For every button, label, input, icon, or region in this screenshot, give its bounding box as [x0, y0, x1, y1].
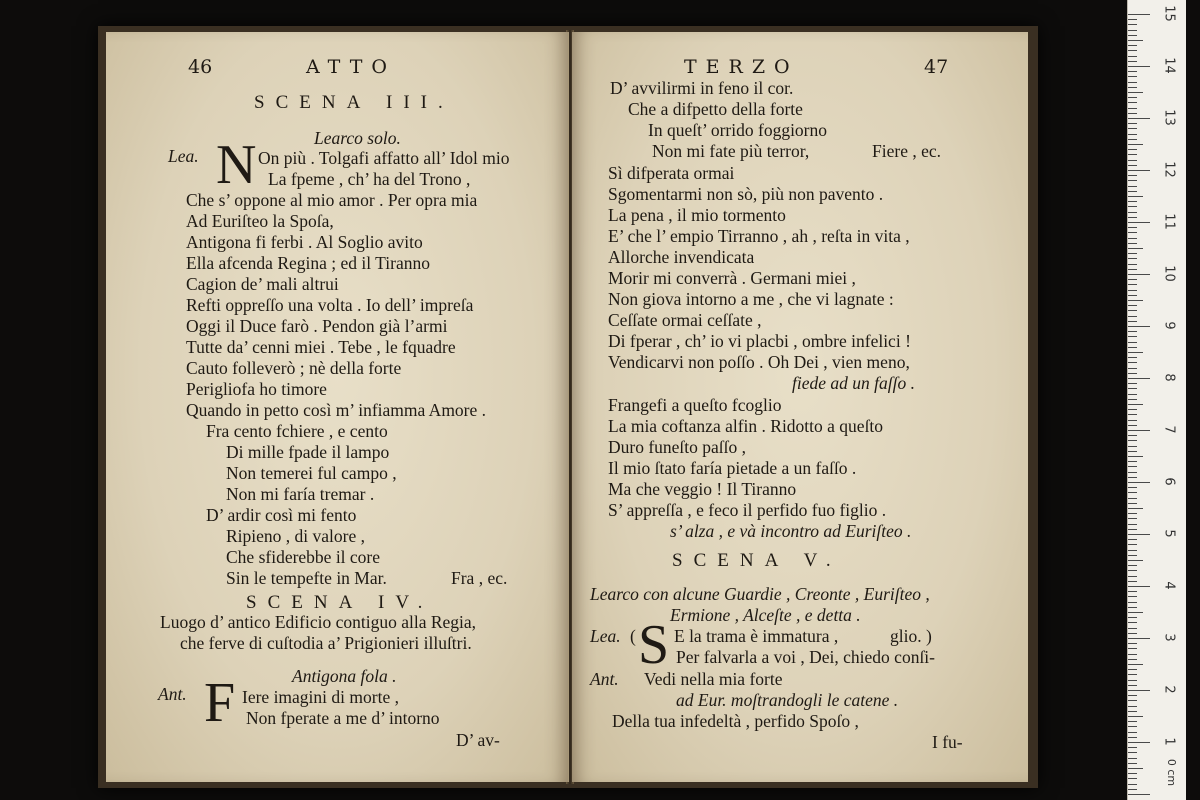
ruler-number: 6 — [1161, 477, 1177, 486]
ruler-tick — [1128, 758, 1137, 759]
ruler-tick — [1128, 659, 1137, 660]
ruler-tick — [1128, 773, 1137, 774]
ruler-tick — [1128, 794, 1150, 795]
ruler-tick — [1128, 711, 1137, 712]
ruler-tick — [1128, 149, 1137, 150]
ruler-tick — [1128, 336, 1137, 337]
ruler-tick — [1128, 310, 1137, 311]
aria-line: Non mi faría tremar . — [226, 484, 375, 504]
ruler-tick — [1128, 154, 1137, 155]
ruler-tick — [1128, 279, 1137, 280]
ruler-tick — [1128, 160, 1137, 161]
ruler-tick — [1128, 19, 1137, 20]
ruler-tick — [1128, 290, 1137, 291]
verse-line: Oggi il Duce farò . Pendon già l’armi — [186, 316, 448, 336]
ruler-tick — [1128, 669, 1137, 670]
ruler-tick — [1128, 352, 1143, 353]
ruler-tick — [1128, 482, 1150, 483]
left-page — [106, 32, 569, 782]
ruler-tick — [1128, 326, 1150, 327]
ruler-tick — [1128, 238, 1137, 239]
ruler-tick — [1128, 102, 1137, 103]
aria-line: Fra cento fchiere , e cento — [206, 421, 388, 441]
ruler-tick — [1128, 638, 1150, 639]
ruler-tick — [1128, 284, 1137, 285]
ruler-tick — [1128, 633, 1137, 634]
ruler-tick — [1128, 186, 1137, 187]
ruler-tick — [1128, 425, 1137, 426]
right-page — [572, 32, 1028, 782]
ruler-tick — [1128, 612, 1143, 613]
verse-line: La mia coftanza alfin . Ridotto a queſto — [608, 416, 884, 436]
ruler-tick — [1128, 191, 1137, 192]
ruler-tick — [1128, 763, 1137, 764]
verse-line: Vendicarvi non poſſo . Oh Dei , vien meno, — [608, 352, 910, 372]
verse-line: Per falvarla a voi , Dei, chiedo conſi- — [676, 647, 935, 667]
ruler-tick — [1128, 108, 1137, 109]
ruler-tick — [1128, 139, 1137, 140]
ruler-tick — [1128, 617, 1137, 618]
scene-4-speaker: Ant. — [158, 684, 187, 704]
ruler-tick — [1128, 362, 1137, 363]
ruler-tick — [1128, 461, 1137, 462]
ruler-tick — [1128, 170, 1150, 171]
ruler-number: 14 — [1161, 57, 1177, 74]
ruler-tick — [1128, 92, 1143, 93]
ruler-tick — [1128, 420, 1137, 421]
scene-5-cast: Learco con alcune Guardie , Creonte , Euriſteo , — [590, 584, 930, 604]
ruler-number: 11 — [1161, 213, 1177, 230]
ruler-tick — [1128, 539, 1137, 540]
ruler-tick — [1128, 305, 1137, 306]
verse-line: Di fperar , ch’ io vi placbi , ombre infelici ! — [608, 331, 911, 351]
ruler-tick — [1128, 331, 1137, 332]
ruler-tick — [1128, 622, 1137, 623]
scene-4-cast: Antigona fola . — [292, 666, 397, 686]
ruler-tick — [1128, 222, 1150, 223]
ruler-tick — [1128, 180, 1137, 181]
left-page-number: 46 — [188, 56, 213, 78]
ruler-tick — [1128, 399, 1137, 400]
ruler-number: 1 — [1161, 737, 1177, 746]
ruler-tick — [1128, 258, 1137, 259]
ruler-tick — [1128, 71, 1137, 72]
ruler-tick — [1128, 716, 1143, 717]
ruler-tick — [1128, 87, 1137, 88]
ruler-number: 4 — [1161, 581, 1177, 590]
verse-line: glio. ) — [890, 626, 932, 646]
ruler-number: 9 — [1161, 321, 1177, 330]
ruler-tick — [1128, 66, 1150, 67]
verse-line: S’ appreſſa , e feco il perfido fuo figlio . — [608, 500, 887, 520]
ruler-tick — [1128, 747, 1137, 748]
verse-line: Vedi nella mia forte — [644, 669, 783, 689]
open-book — [98, 26, 1038, 788]
verse-line: La fpeme , ch’ ha del Trono , — [268, 169, 471, 189]
verse-line: Cauto folleverò ; nè della forte — [186, 358, 402, 378]
ruler-tick — [1128, 123, 1137, 124]
ruler-tick — [1128, 706, 1137, 707]
ruler-unit: 0 cm — [1165, 758, 1179, 787]
verse-line: Ad Euriſteo la Spoſa, — [186, 211, 334, 231]
ruler-tick — [1128, 232, 1137, 233]
ruler-tick — [1128, 144, 1143, 145]
ruler-tick — [1128, 607, 1137, 608]
ruler-tick — [1128, 602, 1137, 603]
ruler-tick — [1128, 446, 1137, 447]
verse-line: Morir mi converrà . Germani miei , — [608, 268, 856, 288]
ruler-number: 13 — [1161, 109, 1177, 126]
scene-5-cast: Ermione , Alceſte , e detta . — [670, 605, 861, 625]
ruler-tick — [1128, 24, 1137, 25]
verse-line: Che a difpetto della forte — [628, 99, 803, 119]
ruler-number: 15 — [1161, 5, 1177, 22]
ruler-tick — [1128, 368, 1137, 369]
verse-line: Che s’ oppone al mio amor . Per opra mia — [186, 190, 478, 210]
ruler-tick — [1128, 690, 1150, 691]
ruler-tick — [1128, 628, 1137, 629]
ruler-tick — [1128, 409, 1137, 410]
verse-line: La pena , il mio tormento — [608, 205, 786, 225]
verse-line: E la trama è immatura , — [674, 626, 839, 646]
ruler-tick — [1128, 82, 1137, 83]
ruler-tick — [1128, 529, 1137, 530]
scene-3-speaker: Lea. — [168, 146, 199, 166]
ruler-tick — [1128, 217, 1137, 218]
scene-5-speaker-lea: Lea. — [590, 626, 621, 646]
ruler-tick — [1128, 576, 1137, 577]
ruler-tick — [1128, 498, 1137, 499]
da-capo-mark: Fra , ec. — [451, 568, 508, 588]
stage-direction: ad Eur. moſtrandogli le catene . — [676, 690, 899, 710]
ruler-tick — [1128, 586, 1150, 587]
aria-line: Ripieno , di valore , — [226, 526, 366, 546]
left-running-head: ATTO — [306, 56, 396, 78]
ruler-tick — [1128, 264, 1137, 265]
verse-line: Refti oppreſſo una volta . Io dell’ impreſa — [186, 295, 474, 315]
ruler-tick — [1128, 643, 1137, 644]
scene-4-setting: Luogo d’ antico Edificio contiguo alla Regia, — [160, 612, 477, 632]
ruler-tick — [1128, 591, 1137, 592]
ruler-tick — [1128, 97, 1137, 98]
ruler-tick — [1128, 664, 1143, 665]
ruler-tick — [1128, 565, 1137, 566]
ruler-tick — [1128, 253, 1137, 254]
ruler-tick — [1128, 508, 1143, 509]
ruler-tick — [1128, 456, 1143, 457]
right-running-head: TERZO — [684, 56, 799, 78]
ruler-tick — [1128, 555, 1137, 556]
scene-4-setting: che ferve di cuſtodia a’ Prigionieri illuſtri. — [180, 633, 472, 653]
ruler-tick — [1128, 732, 1137, 733]
ruler-tick — [1128, 404, 1143, 405]
verse-line: In queſt’ orrido foggiorno — [648, 120, 828, 140]
ruler-tick — [1128, 513, 1137, 514]
verse-line: Antigona fi ferbi . Al Soglio avito — [186, 232, 423, 252]
ruler-tick — [1128, 300, 1143, 301]
verse-line: Sì difperata ormai — [608, 163, 735, 183]
ruler-tick — [1128, 778, 1137, 779]
ruler-tick — [1128, 700, 1137, 701]
verse-line: On più . Tolgafi affatto all’ Idol mio — [258, 148, 510, 168]
ruler-tick — [1128, 789, 1137, 790]
ruler-number: 2 — [1161, 685, 1177, 694]
ruler-tick — [1128, 165, 1137, 166]
aria-line: Non temerei ful campo , — [226, 463, 397, 483]
ruler-tick — [1128, 212, 1137, 213]
ruler-tick — [1128, 503, 1137, 504]
right-page-number: 47 — [924, 56, 949, 78]
verse-line: Non mi fate più terror, — [652, 141, 810, 161]
verse-line: Iere imagini di morte , — [242, 687, 399, 707]
verse-line: E’ che l’ empio Tirranno , ah , reſta in vita , — [608, 226, 910, 246]
ruler-tick — [1128, 680, 1137, 681]
da-capo-mark: Fiere , ec. — [872, 141, 941, 161]
ruler-tick — [1128, 40, 1143, 41]
verse-line: Allorche invendicata — [608, 247, 755, 267]
stage-direction: fiede ad un faſſo . — [792, 373, 915, 393]
ruler-tick — [1128, 383, 1137, 384]
measuring-ruler — [1127, 0, 1186, 800]
ruler-tick — [1128, 227, 1137, 228]
ruler-tick — [1128, 685, 1137, 686]
ruler-tick — [1128, 35, 1137, 36]
ruler-tick — [1128, 113, 1137, 114]
ruler-tick — [1128, 550, 1137, 551]
verse-line: Cagion de’ mali altrui — [186, 274, 339, 294]
ruler-tick — [1128, 50, 1137, 51]
ruler-tick — [1128, 76, 1137, 77]
ruler-tick — [1128, 56, 1137, 57]
ruler-tick — [1128, 206, 1137, 207]
ruler-tick — [1128, 357, 1137, 358]
ruler-tick — [1128, 560, 1143, 561]
scene-3-heading: SCENA III. — [254, 92, 454, 113]
ruler-tick — [1128, 726, 1137, 727]
ruler-number: 12 — [1161, 161, 1177, 178]
catchword: D’ av- — [456, 730, 500, 750]
ruler-tick — [1128, 784, 1137, 785]
verse-line: Ma che veggio ! Il Tiranno — [608, 479, 797, 499]
aria-line: Sin le tempefte in Mar. — [226, 568, 387, 588]
ruler-tick — [1128, 269, 1137, 270]
verse-line: Della tua infedeltà , perfido Spoſo , — [612, 711, 859, 731]
verse-line: Duro funeſto paſſo , — [608, 437, 747, 457]
scene-3-cast: Learco solo. — [314, 128, 401, 148]
aria-line: Di mille fpade il lampo — [226, 442, 390, 462]
ruler-tick — [1128, 451, 1137, 452]
ruler-tick — [1128, 742, 1150, 743]
ruler-tick — [1128, 487, 1137, 488]
ruler-tick — [1128, 274, 1150, 275]
ruler-tick — [1128, 752, 1137, 753]
ruler-tick — [1128, 378, 1150, 379]
ruler-tick — [1128, 695, 1137, 696]
aria-line: Che sfiderebbe il core — [226, 547, 381, 567]
ruler-tick — [1128, 118, 1150, 119]
ruler-tick — [1128, 440, 1137, 441]
ruler-number: 7 — [1161, 425, 1177, 434]
ruler-tick — [1128, 347, 1137, 348]
ruler-tick — [1128, 248, 1143, 249]
ruler-tick — [1128, 472, 1137, 473]
verse-line: Il mio ſtato faría pietade a un faſſo . — [608, 458, 857, 478]
ruler-tick — [1128, 14, 1150, 15]
ruler-tick — [1128, 581, 1137, 582]
ruler-number: 5 — [1161, 529, 1177, 538]
ruler-tick — [1128, 570, 1137, 571]
ruler-tick — [1128, 45, 1137, 46]
ruler-number: 8 — [1161, 373, 1177, 382]
ruler-tick — [1128, 388, 1137, 389]
ruler-tick — [1128, 674, 1137, 675]
ruler-tick — [1128, 768, 1143, 769]
ruler-tick — [1128, 534, 1150, 535]
ruler-tick — [1128, 492, 1137, 493]
ruler-tick — [1128, 316, 1137, 317]
verse-line: Non fperate a me d’ intorno — [246, 708, 440, 728]
scene-5-drop-cap: S — [638, 614, 670, 676]
ruler-tick — [1128, 430, 1150, 431]
verse-line: Perigliofa ho timore — [186, 379, 327, 399]
ruler-tick — [1128, 544, 1137, 545]
ruler-tick — [1128, 518, 1137, 519]
verse-line: Frangefi a queſto fcoglio — [608, 395, 782, 415]
ruler-tick — [1128, 654, 1137, 655]
ruler-number: 10 — [1161, 265, 1177, 282]
ruler-tick — [1128, 466, 1137, 467]
aside-paren: ( — [630, 626, 636, 646]
aria-line: D’ ardir così mi fento — [206, 505, 357, 525]
verse-line: Ella afcenda Regina ; ed il Tiranno — [186, 253, 430, 273]
verse-line: Ceſſate ormai ceſſate , — [608, 310, 762, 330]
ruler-tick — [1128, 295, 1137, 296]
verse-line: Tutte da’ cenni miei . Tebe , le fquadre — [186, 337, 456, 357]
ruler-tick — [1128, 737, 1137, 738]
verse-line: Sgomentarmi non sò, più non pavento . — [608, 184, 884, 204]
ruler-tick — [1128, 477, 1137, 478]
stage-direction: s’ alza , e và incontro ad Euriſteo . — [670, 521, 912, 541]
verse-line: Quando in petto così m’ infiamma Amore . — [186, 400, 487, 420]
ruler-tick — [1128, 201, 1137, 202]
ruler-tick — [1128, 414, 1137, 415]
ruler-tick — [1128, 648, 1137, 649]
ruler-tick — [1128, 30, 1137, 31]
ruler-tick — [1128, 373, 1137, 374]
scene-3-drop-cap: N — [216, 134, 257, 196]
ruler-tick — [1128, 435, 1137, 436]
catchword: I fu- — [932, 732, 963, 752]
scene-4-drop-cap: F — [204, 672, 236, 734]
ruler-tick — [1128, 721, 1137, 722]
verse-line: D’ avvilirmi in feno il cor. — [610, 78, 794, 98]
ruler-tick — [1128, 524, 1137, 525]
ruler-tick — [1128, 175, 1137, 176]
ruler-tick — [1128, 342, 1137, 343]
ruler-tick — [1128, 128, 1137, 129]
scene-5-heading: SCENA V. — [672, 550, 842, 571]
ruler-tick — [1128, 243, 1137, 244]
ruler-tick — [1128, 596, 1137, 597]
ruler-tick — [1128, 134, 1137, 135]
verse-line: Non giova intorno a me , che vi lagnate : — [608, 289, 894, 309]
ruler-tick — [1128, 61, 1137, 62]
ruler-tick — [1128, 394, 1137, 395]
scene-4-heading: SCENA IV. — [246, 592, 434, 613]
scene-5-speaker-ant: Ant. — [590, 669, 619, 689]
ruler-number: 3 — [1161, 633, 1177, 642]
ruler-tick — [1128, 321, 1137, 322]
ruler-tick — [1128, 196, 1143, 197]
